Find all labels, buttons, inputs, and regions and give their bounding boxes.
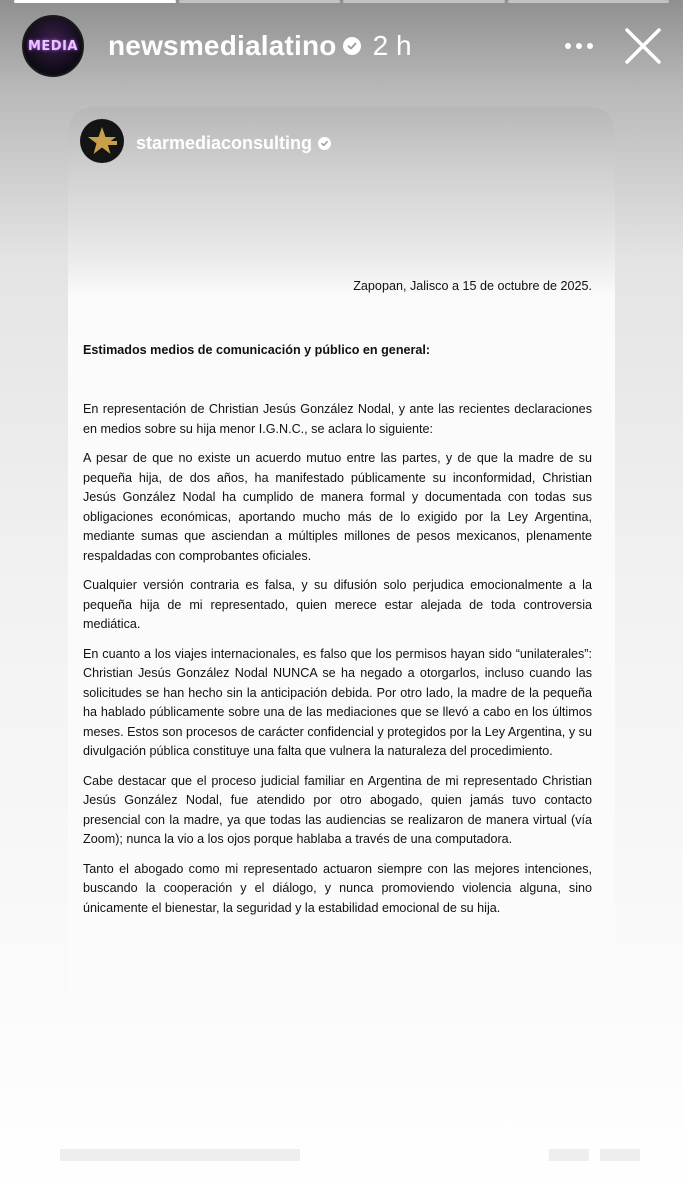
shared-post-header <box>68 107 615 297</box>
close-icon <box>624 27 662 65</box>
verified-badge-icon <box>343 37 361 55</box>
progress-segment <box>508 0 670 3</box>
reply-bar-ghost <box>60 1118 640 1178</box>
document-paragraph: Cabe destacar que el proceso judicial familiar en Argentina de mi representado Christian Jesús González Nodal, fue atendido por otro abogado, quien jamás tuvo contacto presencial con la madre, ya que todas las audiencias se realizaron de manera virtual (vía Zoom); nunca la vio a los ojos porque hablaba a través de una computadora. <box>83 773 592 846</box>
shared-post-username-row[interactable] <box>136 133 331 154</box>
close-button[interactable] <box>621 24 665 68</box>
story-time: 2 h <box>372 30 412 61</box>
shared-post-avatar[interactable] <box>80 119 124 163</box>
shared-post-username: starmediaconsulting <box>136 133 313 153</box>
reply-ghost-shape: ▬▬▬▬▬▬ <box>60 1125 300 1170</box>
verified-badge-icon <box>318 137 331 150</box>
avatar[interactable] <box>22 15 84 77</box>
progress-segment <box>14 0 176 3</box>
document-paragraph: En cuanto a los viajes internacionales, es falso que los permisos hayan sido “unilaterales”: Christian Jesús González Nodal NUNCA se ha negado a otorgarlos, incluso cuando las solicitudes se han hecho sin la anticipación debida. Por otro lado, la madre de la pequeña ha hablado públicamente sobre una de las mediaciones que se llevó a cabo en los últimos meses. Estos son procesos de carácter confidencial y protegidos por la Ley Argentina, y su divulgación pública constituye una falta que vulnera la naturaleza del procedimiento. <box>83 646 592 758</box>
story-username[interactable]: newsmedialatino <box>108 30 337 61</box>
progress-fill <box>14 0 176 3</box>
statement-document <box>83 277 592 928</box>
star-logo-icon <box>85 124 119 158</box>
more-options-button[interactable] <box>559 26 599 66</box>
document-paragraph: Tanto el abogado como mi representado actuaron siempre con las mejores intenciones, buscando la cooperación y el diálogo, y nunca promoviendo violencia alguna, sino únicamente el bienestar, la seguridad y la estabilidad emocional de su hija. <box>83 861 592 915</box>
shared-post-card[interactable] <box>68 107 615 1007</box>
document-date: Zapopan, Jalisco a 15 de octubre de 2025. <box>353 279 592 293</box>
document-paragraph: En representación de Christian Jesús González Nodal, y ante las recientes declaraciones en medios sobre su hija menor I.G.N.C., se aclara lo siguiente: <box>83 402 592 436</box>
story-progress-bar <box>14 0 669 3</box>
document-paragraph: Cualquier versión contraria es falsa, y su difusión solo perjudica emocionalmente a la pequeña hija de mi representado, quien merece estar alejada de toda controversia mediática. <box>83 578 592 631</box>
progress-segment <box>343 0 505 3</box>
document-paragraph: A pesar de que no existe un acuerdo mutuo entre las partes, y de que la madre de su pequeña hija, de dos años, ha manifestado públicamente su inconformidad, Christian Jesús González Nodal ha cumplido de manera formal y documentada con todas sus obligaciones económicas, aportando mucho más de lo exigido por la Ley Argentina, mediante sumas que asciendan a múltiples millones de pesos mexicanos, plenamente respaldadas con comprobantes oficiales. <box>83 451 592 563</box>
avatar-logo: MEDIA <box>27 38 78 54</box>
story-header <box>22 14 665 78</box>
share-ghost-shape: ▬ ▬ <box>548 1125 640 1170</box>
document-greeting: Estimados medios de comunicación y público en general: <box>83 342 431 357</box>
progress-segment <box>179 0 341 3</box>
more-horizontal-icon <box>564 42 594 50</box>
